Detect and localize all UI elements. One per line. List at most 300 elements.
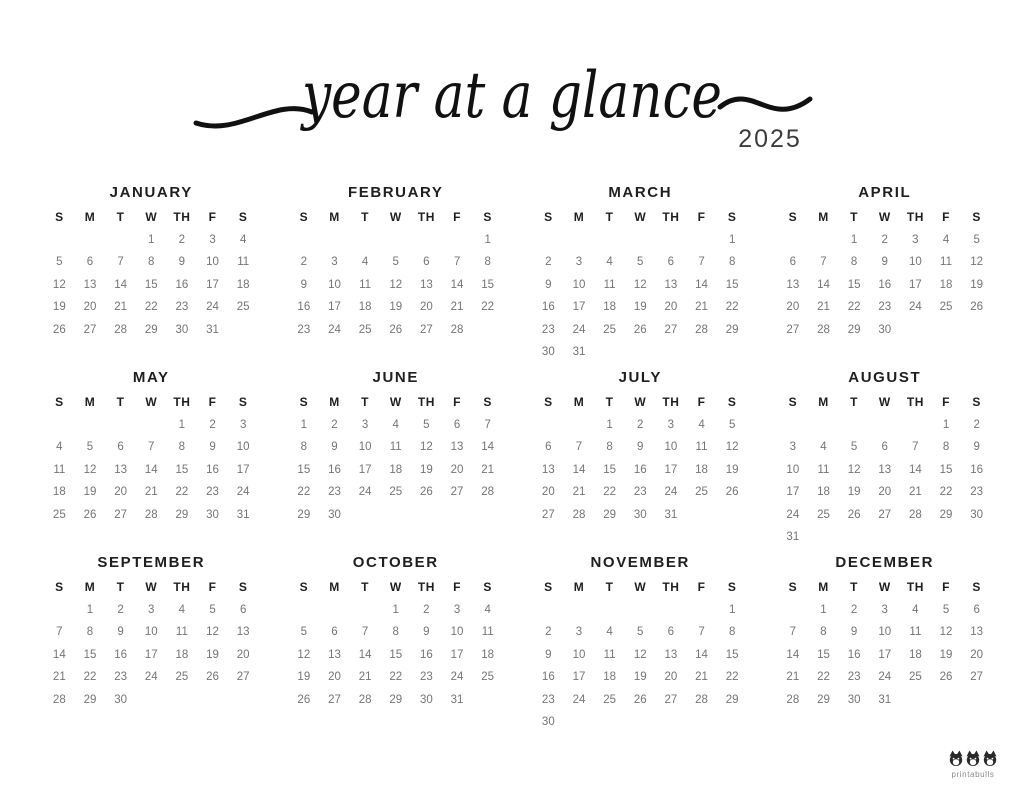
- day-cell: 15: [603, 463, 616, 476]
- day-cell: 2: [973, 418, 980, 431]
- day-cell: 20: [541, 486, 555, 499]
- weekday-header: W: [389, 395, 402, 410]
- day-cell: 22: [389, 671, 403, 684]
- day-cell: 6: [453, 418, 461, 431]
- day-cell: 22: [817, 671, 830, 684]
- day-cell: 4: [606, 626, 613, 639]
- day-cell: 6: [86, 256, 94, 269]
- title-right-swash-icon: [720, 99, 810, 109]
- weekday-header: TH: [417, 210, 435, 225]
- day-cell: 17: [908, 278, 922, 291]
- day-cell: 1: [820, 603, 827, 616]
- day-cell: 28: [786, 693, 800, 706]
- day-cell: 22: [83, 671, 97, 684]
- day-cell: 4: [942, 233, 950, 246]
- day-cell: 18: [939, 278, 953, 291]
- weekday-header: TH: [173, 580, 191, 595]
- day-cell: 2: [545, 256, 552, 269]
- weekday-header: M: [84, 210, 96, 225]
- day-cell: 28: [695, 323, 708, 336]
- month-day-grid: [778, 206, 993, 341]
- month-august: [778, 369, 993, 551]
- day-cell: 28: [450, 323, 464, 336]
- day-cell: 15: [297, 463, 311, 476]
- day-cell: 14: [144, 463, 158, 476]
- day-cell: 13: [664, 278, 678, 291]
- day-cell: 12: [633, 648, 647, 661]
- day-cell: 2: [331, 418, 338, 431]
- weekday-header: S: [788, 395, 798, 410]
- day-cell: 29: [725, 323, 739, 336]
- day-cell: 14: [695, 278, 708, 291]
- day-cell: 20: [664, 671, 678, 684]
- day-cell: 21: [908, 486, 922, 499]
- month-title: MARCH: [608, 184, 673, 201]
- day-cell: 19: [725, 463, 739, 476]
- weekday-header: S: [544, 580, 553, 595]
- day-cell: 13: [419, 278, 433, 291]
- day-cell: 8: [728, 626, 736, 639]
- day-cell: 2: [209, 418, 216, 431]
- month-title: OCTOBER: [352, 554, 439, 571]
- weekday-header: T: [116, 580, 125, 595]
- weekday-header: S: [55, 580, 64, 595]
- day-cell: 13: [114, 463, 127, 476]
- month-may: [44, 369, 259, 551]
- weekday-header: M: [573, 580, 585, 595]
- day-cell: 30: [847, 693, 861, 706]
- weekday-header: T: [605, 580, 614, 595]
- day-cell: 26: [939, 671, 953, 684]
- day-cell: 28: [481, 486, 495, 499]
- weekday-header: TH: [417, 580, 435, 595]
- day-cell: 26: [52, 323, 66, 336]
- day-cell: 10: [358, 441, 372, 454]
- day-cell: 19: [939, 648, 953, 661]
- day-cell: 24: [358, 486, 372, 499]
- day-cell: 14: [481, 441, 495, 454]
- day-cell: 4: [820, 441, 827, 454]
- day-cell: 5: [973, 233, 980, 246]
- day-cell: 26: [297, 693, 311, 706]
- day-cell: 30: [114, 693, 127, 706]
- day-cell: 9: [973, 441, 980, 454]
- day-cell: 12: [847, 463, 861, 476]
- day-cell: 11: [817, 463, 830, 476]
- day-cell: 9: [545, 648, 552, 661]
- day-cell: 11: [940, 256, 952, 269]
- day-cell: 21: [358, 671, 372, 684]
- month-title: JUNE: [372, 369, 419, 386]
- day-cell: 23: [206, 486, 219, 499]
- day-cell: 7: [453, 256, 461, 269]
- day-cell: 27: [786, 323, 800, 336]
- day-cell: 24: [572, 323, 586, 336]
- weekday-header: T: [116, 210, 125, 225]
- day-cell: 30: [970, 508, 984, 521]
- month-day-grid: [533, 576, 748, 734]
- day-cell: 6: [881, 441, 888, 454]
- day-cell: 6: [423, 256, 430, 269]
- day-cell: 10: [878, 626, 892, 639]
- weekday-header: W: [634, 580, 647, 595]
- weekday-header: M: [818, 210, 829, 225]
- day-cell: 2: [545, 626, 552, 639]
- day-cell: 14: [450, 278, 464, 291]
- day-cell: 11: [359, 278, 372, 291]
- day-cell: 3: [239, 418, 247, 431]
- weekday-header: TH: [662, 210, 680, 225]
- weekday-header: F: [453, 395, 461, 410]
- day-cell: 27: [664, 693, 678, 706]
- day-cell: 11: [175, 626, 188, 639]
- day-cell: 24: [236, 486, 250, 499]
- day-cell: 19: [847, 486, 861, 499]
- day-cell: 28: [144, 508, 158, 521]
- day-cell: 24: [328, 323, 341, 336]
- weekday-header: S: [544, 395, 553, 410]
- weekday-header: S: [55, 210, 64, 225]
- weekday-header: TH: [906, 395, 924, 410]
- weekday-header: M: [818, 580, 829, 595]
- day-cell: 9: [850, 626, 858, 639]
- day-cell: 10: [572, 278, 586, 291]
- day-cell: 6: [117, 441, 124, 454]
- day-cell: 16: [633, 463, 647, 476]
- day-cell: 13: [878, 463, 892, 476]
- day-cell: 15: [144, 278, 158, 291]
- day-cell: 18: [236, 278, 250, 291]
- day-cell: 7: [56, 626, 63, 639]
- day-cell: 20: [236, 648, 250, 661]
- month-title: SEPTEMBER: [97, 554, 206, 571]
- month-day-grid: [289, 576, 504, 711]
- title-area: [0, 0, 1024, 184]
- day-cell: 17: [206, 278, 219, 291]
- day-cell: 5: [392, 256, 399, 269]
- weekday-header: W: [634, 395, 647, 410]
- day-cell: 4: [606, 256, 613, 269]
- day-cell: 23: [541, 693, 555, 706]
- day-cell: 8: [178, 441, 186, 454]
- day-cell: 15: [817, 648, 830, 661]
- weekday-header: M: [329, 210, 340, 225]
- weekday-header: S: [299, 580, 309, 595]
- day-cell: 12: [419, 441, 433, 454]
- day-cell: 24: [450, 671, 464, 684]
- day-cell: 7: [789, 626, 797, 639]
- day-cell: 12: [297, 648, 311, 661]
- day-cell: 8: [820, 626, 827, 639]
- day-cell: 17: [144, 648, 158, 661]
- weekday-header: S: [972, 395, 981, 410]
- month-december: [778, 554, 993, 736]
- month-title: JULY: [618, 369, 662, 386]
- weekday-header: TH: [906, 580, 924, 595]
- weekday-header: S: [727, 580, 737, 595]
- day-cell: 10: [144, 626, 158, 639]
- day-cell: 8: [850, 256, 858, 269]
- day-cell: 4: [698, 418, 705, 431]
- weekday-header: W: [145, 580, 158, 595]
- day-cell: 26: [633, 693, 647, 706]
- day-cell: 12: [52, 278, 66, 291]
- month-title: NOVEMBER: [590, 554, 690, 571]
- day-cell: 1: [728, 233, 736, 246]
- day-cell: 9: [331, 441, 338, 454]
- day-cell: 16: [847, 648, 861, 661]
- day-cell: 7: [148, 441, 155, 454]
- day-cell: 7: [912, 441, 919, 454]
- day-cell: 25: [603, 323, 616, 336]
- day-cell: 30: [541, 716, 555, 729]
- day-cell: 26: [847, 508, 861, 521]
- day-cell: 15: [847, 278, 861, 291]
- day-cell: 27: [541, 508, 555, 521]
- day-cell: 14: [52, 648, 66, 661]
- weekday-header: S: [238, 580, 248, 595]
- day-cell: 4: [361, 256, 369, 269]
- day-cell: 20: [83, 301, 97, 314]
- day-cell: 6: [973, 603, 980, 616]
- month-title: APRIL: [858, 184, 912, 201]
- weekday-header: S: [55, 395, 64, 410]
- title-script-graphic: [192, 17, 832, 167]
- day-cell: 22: [939, 486, 953, 499]
- day-cell: 2: [850, 603, 858, 616]
- day-cell: 8: [484, 256, 491, 269]
- weekday-header: S: [483, 580, 492, 595]
- day-cell: 19: [206, 648, 219, 661]
- day-cell: 20: [450, 463, 464, 476]
- day-cell: 19: [419, 463, 433, 476]
- day-cell: 10: [786, 463, 800, 476]
- day-cell: 18: [358, 301, 372, 314]
- weekday-header: S: [972, 580, 981, 595]
- day-cell: 30: [328, 508, 341, 521]
- day-cell: 2: [881, 233, 888, 246]
- day-cell: 22: [725, 671, 739, 684]
- title-left-swash-icon: [196, 109, 312, 126]
- day-cell: 5: [728, 418, 736, 431]
- day-cell: 4: [239, 233, 247, 246]
- day-cell: 2: [178, 233, 186, 246]
- day-cell: 19: [297, 671, 311, 684]
- day-cell: 16: [175, 278, 189, 291]
- day-cell: 20: [328, 671, 341, 684]
- day-cell: 23: [541, 323, 555, 336]
- month-march: [533, 184, 748, 366]
- weekday-header: W: [878, 580, 891, 595]
- day-cell: 7: [820, 256, 827, 269]
- weekday-header: W: [634, 210, 647, 225]
- day-cell: 25: [603, 693, 616, 706]
- day-cell: 1: [300, 418, 308, 431]
- day-cell: 3: [331, 256, 338, 269]
- day-cell: 29: [603, 508, 616, 521]
- day-cell: 19: [83, 486, 97, 499]
- day-cell: 16: [541, 301, 555, 314]
- day-cell: 3: [912, 233, 919, 246]
- printabulls-logo-text: printabulls: [951, 770, 995, 779]
- day-cell: 1: [728, 603, 736, 616]
- day-cell: 18: [603, 301, 616, 314]
- day-cell: 21: [144, 486, 158, 499]
- month-april: [778, 184, 993, 366]
- day-cell: 16: [419, 648, 433, 661]
- weekday-header: F: [697, 210, 706, 225]
- day-cell: 2: [423, 603, 430, 616]
- day-cell: 20: [114, 486, 127, 499]
- day-cell: 20: [878, 486, 892, 499]
- day-cell: 5: [300, 626, 308, 639]
- day-cell: 12: [725, 441, 739, 454]
- day-cell: 22: [175, 486, 189, 499]
- weekday-header: S: [299, 210, 309, 225]
- day-cell: 16: [206, 463, 219, 476]
- month-june: [289, 369, 504, 551]
- day-cell: 28: [52, 693, 66, 706]
- day-cell: 23: [419, 671, 433, 684]
- day-cell: 12: [83, 463, 97, 476]
- day-cell: 28: [572, 508, 586, 521]
- day-cell: 12: [206, 626, 219, 639]
- day-cell: 5: [637, 626, 644, 639]
- day-cell: 12: [633, 278, 647, 291]
- month-day-grid: [44, 206, 259, 341]
- day-cell: 11: [53, 463, 66, 476]
- day-cell: 22: [725, 301, 739, 314]
- day-cell: 31: [572, 346, 586, 359]
- day-cell: 24: [908, 301, 922, 314]
- day-cell: 5: [637, 256, 644, 269]
- day-cell: 25: [358, 323, 372, 336]
- day-cell: 14: [786, 648, 800, 661]
- month-title: FEBRUARY: [347, 184, 444, 201]
- weekday-header: TH: [662, 580, 680, 595]
- day-cell: 20: [970, 648, 984, 661]
- day-cell: 29: [389, 693, 403, 706]
- day-cell: 25: [939, 301, 953, 314]
- weekday-header: S: [238, 210, 248, 225]
- day-cell: 1: [942, 418, 950, 431]
- day-cell: 16: [328, 463, 341, 476]
- weekday-header: T: [361, 395, 370, 410]
- weekday-header: T: [361, 580, 370, 595]
- day-cell: 15: [725, 278, 739, 291]
- day-cell: 6: [667, 626, 675, 639]
- day-cell: 7: [698, 256, 705, 269]
- weekday-header: T: [361, 210, 370, 225]
- day-cell: 7: [575, 441, 583, 454]
- day-cell: 24: [878, 671, 892, 684]
- day-cell: 13: [83, 278, 97, 291]
- month-day-grid: [44, 391, 259, 526]
- day-cell: 22: [144, 301, 158, 314]
- day-cell: 24: [144, 671, 158, 684]
- weekday-header: T: [850, 395, 859, 410]
- day-cell: 4: [912, 603, 919, 616]
- day-cell: 1: [606, 418, 613, 431]
- weekday-header: S: [788, 210, 798, 225]
- day-cell: 6: [545, 441, 552, 454]
- day-cell: 24: [572, 693, 586, 706]
- day-cell: 16: [878, 278, 892, 291]
- day-cell: 21: [52, 671, 66, 684]
- day-cell: 21: [786, 671, 800, 684]
- weekday-header: F: [208, 210, 217, 225]
- day-cell: 20: [664, 301, 678, 314]
- day-cell: 12: [389, 278, 403, 291]
- day-cell: 4: [484, 603, 491, 616]
- weekday-header: S: [788, 580, 798, 595]
- day-cell: 22: [297, 486, 311, 499]
- day-cell: 17: [664, 463, 678, 476]
- day-cell: 31: [664, 508, 678, 521]
- day-cell: 26: [389, 323, 403, 336]
- day-cell: 21: [450, 301, 464, 314]
- day-cell: 10: [328, 278, 341, 291]
- month-february: [289, 184, 504, 366]
- day-cell: 13: [450, 441, 464, 454]
- day-cell: 28: [114, 323, 127, 336]
- day-cell: 6: [789, 256, 797, 269]
- weekday-header: T: [116, 395, 125, 410]
- month-day-grid: [533, 391, 748, 526]
- weekday-header: T: [605, 395, 614, 410]
- day-cell: 18: [817, 486, 830, 499]
- day-cell: 13: [236, 626, 250, 639]
- weekday-header: S: [299, 395, 309, 410]
- day-cell: 7: [361, 626, 369, 639]
- month-november: [533, 554, 748, 736]
- day-cell: 3: [148, 603, 155, 616]
- day-cell: 3: [575, 626, 583, 639]
- weekday-header: M: [84, 580, 96, 595]
- month-october: [289, 554, 504, 736]
- day-cell: 29: [144, 323, 158, 336]
- day-cell: 28: [817, 323, 830, 336]
- day-cell: 17: [450, 648, 464, 661]
- day-cell: 10: [450, 626, 464, 639]
- weekday-header: F: [697, 395, 706, 410]
- weekday-header: W: [145, 395, 158, 410]
- weekday-header: TH: [173, 395, 191, 410]
- weekday-header: F: [453, 210, 461, 225]
- day-cell: 11: [389, 441, 402, 454]
- day-cell: 27: [328, 693, 341, 706]
- weekday-header: T: [850, 580, 859, 595]
- day-cell: 29: [939, 508, 953, 521]
- weekday-header: TH: [417, 395, 435, 410]
- weekday-header: S: [483, 395, 492, 410]
- day-cell: 9: [117, 626, 124, 639]
- day-cell: 6: [239, 603, 247, 616]
- month-day-grid: [533, 206, 748, 364]
- day-cell: 8: [606, 441, 613, 454]
- day-cell: 22: [603, 486, 616, 499]
- weekday-header: F: [208, 580, 217, 595]
- day-cell: 9: [637, 441, 644, 454]
- day-cell: 29: [297, 508, 311, 521]
- day-cell: 26: [725, 486, 739, 499]
- day-cell: 8: [942, 441, 950, 454]
- month-day-grid: [778, 391, 993, 549]
- day-cell: 15: [939, 463, 953, 476]
- day-cell: 8: [86, 626, 94, 639]
- day-cell: 18: [908, 648, 922, 661]
- day-cell: 14: [695, 648, 708, 661]
